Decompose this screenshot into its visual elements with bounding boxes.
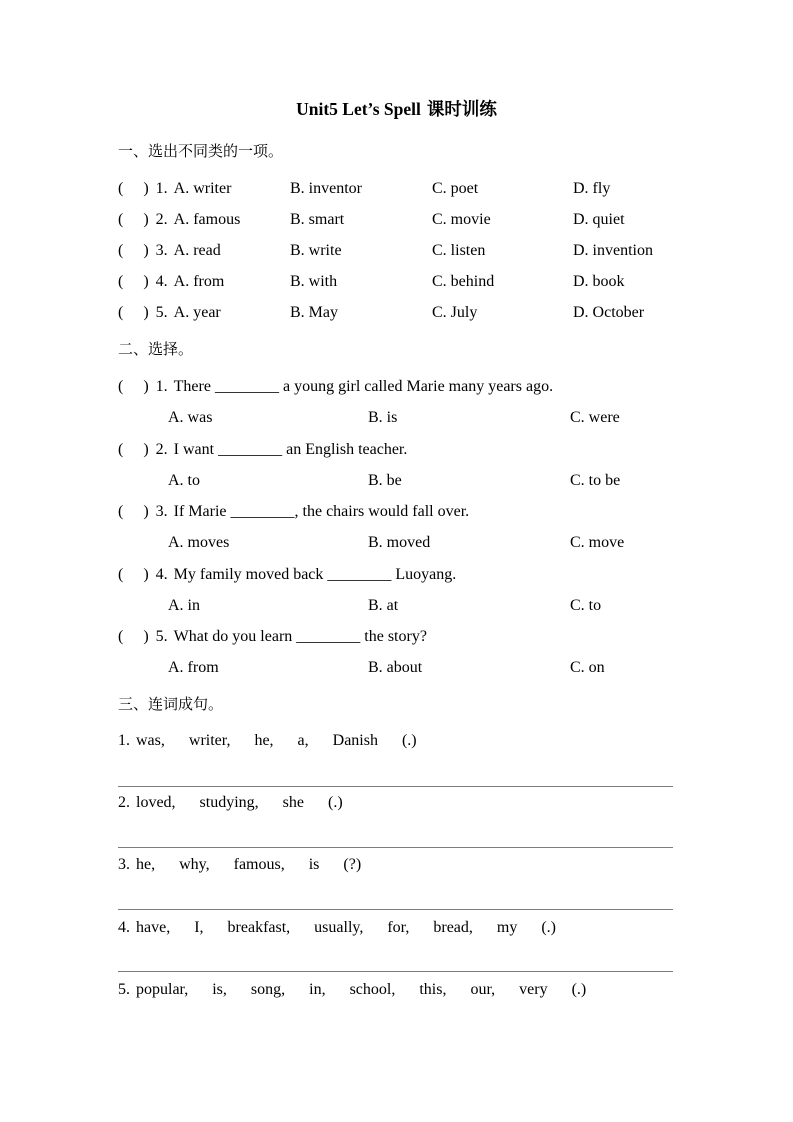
question-number: 3.	[155, 503, 168, 520]
option-a: A. writer	[173, 180, 232, 197]
option-d: D. October	[573, 304, 645, 321]
option-a: A. famous	[173, 211, 241, 228]
answer-parens: ( )	[118, 503, 149, 520]
stem-text: I want ________ an English teacher.	[173, 441, 408, 458]
section3-heading: 三、连词成句。	[118, 696, 224, 713]
option-c: C. to be	[570, 472, 621, 489]
answer-parens: ( )	[118, 180, 149, 197]
option-c: C. behind	[432, 273, 495, 290]
question-number: 4.	[155, 273, 168, 290]
question-row	[118, 241, 676, 261]
option-c: C. were	[570, 409, 620, 426]
question-row	[118, 272, 676, 292]
question-number: 2.	[155, 211, 168, 228]
page-title-english: Unit5 Let’s Spell	[296, 99, 421, 119]
rearrange-item	[118, 731, 758, 751]
option-d: D. quiet	[573, 211, 625, 228]
question-number: 1.	[155, 378, 168, 395]
question-number: 2.	[118, 794, 130, 811]
options-row	[118, 658, 676, 678]
option-b: B. write	[290, 242, 342, 259]
answer-parens: ( )	[118, 304, 149, 321]
question-stem	[118, 502, 758, 522]
word-list: have, I, breakfast, usually, for, bread, my (.)	[136, 919, 556, 936]
question-row	[118, 179, 676, 199]
rearrange-item	[118, 855, 758, 875]
answer-parens: ( )	[118, 211, 149, 228]
question-number: 1.	[118, 732, 130, 749]
option-c: C. move	[570, 534, 625, 551]
option-b: B. with	[290, 273, 338, 290]
answer-line	[118, 786, 673, 787]
option-a: A. in	[168, 597, 200, 614]
option-a: A. from	[168, 659, 219, 676]
option-b: B. about	[368, 659, 423, 676]
question-row	[118, 210, 676, 230]
option-a: A. from	[173, 273, 225, 290]
answer-line	[118, 909, 673, 910]
option-c: C. movie	[432, 211, 491, 228]
answer-parens: ( )	[118, 628, 149, 645]
word-list: loved, studying, she (.)	[136, 794, 343, 811]
question-stem	[118, 627, 758, 647]
option-a: A. moves	[168, 534, 230, 551]
options-row	[118, 471, 676, 491]
answer-parens: ( )	[118, 378, 149, 395]
option-a: A. to	[168, 472, 200, 489]
option-a: A. was	[168, 409, 213, 426]
stem-text: What do you learn ________ the story?	[173, 628, 427, 645]
options-row	[118, 408, 676, 428]
rearrange-item	[118, 918, 758, 938]
option-c: C. on	[570, 659, 605, 676]
page-title	[0, 99, 793, 119]
option-d: D. invention	[573, 242, 653, 259]
option-a: A. read	[173, 242, 221, 259]
option-b: B. inventor	[290, 180, 362, 197]
question-number: 5.	[155, 628, 168, 645]
option-b: B. at	[368, 597, 399, 614]
answer-parens: ( )	[118, 242, 149, 259]
stem-text: My family moved back ________ Luoyang.	[173, 566, 457, 583]
question-number: 1.	[155, 180, 168, 197]
option-c: C. poet	[432, 180, 479, 197]
question-stem	[118, 565, 758, 585]
option-b: B. be	[368, 472, 402, 489]
option-c: C. July	[432, 304, 478, 321]
answer-line	[118, 971, 673, 972]
option-b: B. May	[290, 304, 338, 321]
answer-parens: ( )	[118, 566, 149, 583]
option-a: A. year	[173, 304, 221, 321]
question-number: 4.	[155, 566, 168, 583]
section2-heading: 二、选择。	[118, 341, 194, 358]
question-number: 5.	[155, 304, 168, 321]
question-number: 3.	[118, 856, 130, 873]
word-list: was, writer, he, a, Danish (.)	[136, 732, 417, 749]
stem-text: If Marie ________, the chairs would fall over.	[173, 503, 470, 520]
question-number: 4.	[118, 919, 130, 936]
answer-parens: ( )	[118, 441, 149, 458]
question-number: 3.	[155, 242, 168, 259]
answer-parens: ( )	[118, 273, 149, 290]
word-list: he, why, famous, is (?)	[136, 856, 362, 873]
question-number: 5.	[118, 981, 130, 998]
option-b: B. moved	[368, 534, 431, 551]
rearrange-item	[118, 793, 758, 813]
page-title-chinese: 课时训练	[426, 99, 497, 119]
option-d: D. fly	[573, 180, 611, 197]
section1-heading: 一、选出不同类的一项。	[118, 143, 284, 160]
option-c: C. to	[570, 597, 602, 614]
option-c: C. listen	[432, 242, 486, 259]
option-b: B. smart	[290, 211, 345, 228]
options-row	[118, 596, 676, 616]
option-d: D. book	[573, 273, 625, 290]
rearrange-item	[118, 980, 758, 1000]
question-number: 2.	[155, 441, 168, 458]
question-row	[118, 303, 676, 323]
stem-text: There ________ a young girl called Marie many years ago.	[173, 378, 554, 395]
word-list: popular, is, song, in, school, this, our, very (.)	[136, 981, 587, 998]
question-stem	[118, 377, 758, 397]
option-b: B. is	[368, 409, 398, 426]
options-row	[118, 533, 676, 553]
question-stem	[118, 440, 758, 460]
answer-line	[118, 847, 673, 848]
